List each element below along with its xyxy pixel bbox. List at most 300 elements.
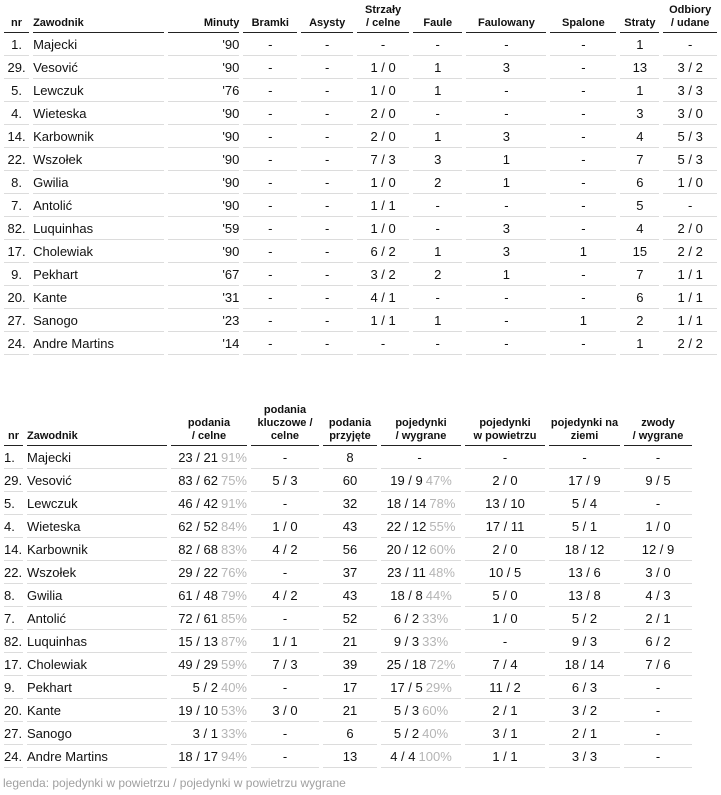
cell-spalone: - <box>550 102 616 125</box>
col-header-spalone <box>550 4 616 33</box>
table-row <box>4 286 717 309</box>
cell-bramki: - <box>243 217 297 240</box>
cell-minuty: '67 <box>168 263 239 286</box>
table-row <box>4 630 692 653</box>
cell-nr: 22. <box>4 561 23 584</box>
cell-kluczowe: - <box>251 492 319 515</box>
cell-powietrze: 5 / 0 <box>465 584 545 607</box>
col-header-nr-label: nr <box>8 430 19 442</box>
cell-player-name: Kante <box>27 699 167 722</box>
cell-spalone: - <box>550 286 616 309</box>
podania-value: 49 / 29 <box>178 656 218 672</box>
table-header-row <box>4 4 717 33</box>
col-header-faule-label: Faule <box>423 17 453 29</box>
cell-ziemia: 3 / 2 <box>549 699 620 722</box>
col-header-faulowany-label: Faulowany <box>477 17 535 29</box>
cell-zwody: 3 / 0 <box>624 561 692 584</box>
col-header-przyjete-line2: przyjęte <box>329 430 371 442</box>
table-row <box>4 699 692 722</box>
cell-spalone: 1 <box>550 240 616 263</box>
pojedynki-percent: 72% <box>429 656 456 672</box>
cell-faulowany: - <box>466 309 546 332</box>
cell-minuty: '90 <box>168 125 239 148</box>
cell-nr: 29. <box>4 56 29 79</box>
table-row <box>4 492 692 515</box>
podania-value: 3 / 1 <box>192 725 218 741</box>
cell-asysty: - <box>301 332 353 355</box>
cell-bramki: - <box>243 240 297 263</box>
cell-nr: 1. <box>4 33 29 56</box>
cell-player-name: Wszołek <box>33 148 164 171</box>
cell-straty: 7 <box>620 263 659 286</box>
col-header-strzaly-line2: / celne <box>365 17 401 29</box>
cell-pojedynki <box>381 584 461 607</box>
cell-faule: - <box>413 33 462 56</box>
cell-spalone: - <box>550 56 616 79</box>
cell-nr: 8. <box>4 584 23 607</box>
cell-pojedynki <box>381 538 461 561</box>
cell-faulowany: 1 <box>466 171 546 194</box>
cell-podania <box>171 699 247 722</box>
pojedynki-value: 23 / 11 <box>387 564 426 580</box>
table-row <box>4 584 692 607</box>
podania-percent: 59% <box>220 656 247 672</box>
cell-strzaly: 1 / 0 <box>357 56 409 79</box>
cell-nr: 4. <box>4 102 29 125</box>
cell-nr: 82. <box>4 217 29 240</box>
cell-straty: 13 <box>620 56 659 79</box>
cell-asysty: - <box>301 33 353 56</box>
col-header-bramki <box>243 4 297 33</box>
cell-straty: 7 <box>620 148 659 171</box>
cell-asysty: - <box>301 286 353 309</box>
cell-nr: 7. <box>4 607 23 630</box>
cell-player-name: Andre Martins <box>33 332 164 355</box>
cell-zwody: - <box>624 722 692 745</box>
cell-pojedynki <box>381 515 461 538</box>
table-row <box>4 722 692 745</box>
cell-kluczowe: - <box>251 607 319 630</box>
table-row <box>4 515 692 538</box>
cell-nr: 20. <box>4 699 23 722</box>
cell-nr: 22. <box>4 148 29 171</box>
cell-ziemia: 6 / 3 <box>549 676 620 699</box>
col-header-bramki-label: Bramki <box>251 17 289 29</box>
cell-przyjete: 43 <box>323 584 377 607</box>
col-header-zawodnik-label: Zawodnik <box>27 430 78 442</box>
cell-kluczowe: 4 / 2 <box>251 584 319 607</box>
cell-faulowany: 3 <box>466 56 546 79</box>
cell-nr: 9. <box>4 263 29 286</box>
table-row <box>4 309 717 332</box>
cell-spalone: - <box>550 332 616 355</box>
cell-player-name: Majecki <box>33 33 164 56</box>
pojedynki-value: 4 / 4 <box>390 748 416 764</box>
podania-value: 72 / 61 <box>178 610 218 626</box>
cell-pojedynki <box>381 492 461 515</box>
cell-odbiory: 2 / 0 <box>663 217 717 240</box>
podania-percent: 91% <box>220 449 247 465</box>
table-row <box>4 607 692 630</box>
cell-odbiory: 3 / 2 <box>663 56 717 79</box>
cell-przyjete: 60 <box>323 469 377 492</box>
col-header-minuty <box>168 4 239 33</box>
podania-percent: 91% <box>220 495 247 511</box>
cell-pojedynki <box>381 722 461 745</box>
cell-przyjete: 32 <box>323 492 377 515</box>
cell-nr: 8. <box>4 171 29 194</box>
table1-body <box>4 33 717 355</box>
cell-bramki: - <box>243 148 297 171</box>
cell-player-name: Kante <box>33 286 164 309</box>
cell-minuty: '23 <box>168 309 239 332</box>
cell-podania <box>171 492 247 515</box>
podania-value: 82 / 68 <box>178 541 218 557</box>
col-header-strzaly <box>357 4 409 33</box>
cell-zwody: - <box>624 745 692 768</box>
cell-podania <box>171 676 247 699</box>
cell-player-name: Cholewiak <box>33 240 164 263</box>
col-header-faule <box>413 4 462 33</box>
col-header-zwody-line2: / wygrane <box>632 430 684 442</box>
cell-powietrze: - <box>465 446 545 469</box>
col-header-przyjete-line1: podania <box>328 417 372 429</box>
col-header-faulowany <box>466 4 546 33</box>
podania-percent: 53% <box>220 702 247 718</box>
pojedynki-value: - <box>417 449 422 465</box>
cell-ziemia: 17 / 9 <box>549 469 620 492</box>
cell-kluczowe: - <box>251 745 319 768</box>
table-row <box>4 469 692 492</box>
cell-podania <box>171 653 247 676</box>
cell-kluczowe: 3 / 0 <box>251 699 319 722</box>
cell-faulowany: - <box>466 79 546 102</box>
cell-faulowany: - <box>466 332 546 355</box>
pojedynki-percent: 33% <box>422 633 449 649</box>
cell-zwody: 2 / 1 <box>624 607 692 630</box>
cell-faulowany: - <box>466 102 546 125</box>
cell-podania <box>171 515 247 538</box>
cell-pojedynki <box>381 561 461 584</box>
cell-straty: 2 <box>620 309 659 332</box>
cell-ziemia: 2 / 1 <box>549 722 620 745</box>
cell-faulowany: 3 <box>466 125 546 148</box>
cell-minuty: '90 <box>168 33 239 56</box>
cell-pojedynki <box>381 469 461 492</box>
cell-przyjete: 21 <box>323 699 377 722</box>
table-row <box>4 332 717 355</box>
cell-zwody: - <box>624 492 692 515</box>
col-header-podania-line1: podania <box>187 417 231 429</box>
cell-strzaly: 2 / 0 <box>357 125 409 148</box>
cell-odbiory: - <box>663 33 717 56</box>
cell-ziemia: 18 / 12 <box>549 538 620 561</box>
cell-asysty: - <box>301 125 353 148</box>
cell-strzaly: 2 / 0 <box>357 102 409 125</box>
cell-podania <box>171 745 247 768</box>
pojedynki-value: 20 / 12 <box>386 541 427 557</box>
cell-faule: 1 <box>413 125 462 148</box>
cell-faule: 1 <box>413 56 462 79</box>
cell-powietrze: 13 / 10 <box>465 492 545 515</box>
table-row <box>4 102 717 125</box>
cell-faule: - <box>413 102 462 125</box>
cell-asysty: - <box>301 309 353 332</box>
cell-player-name: Wieteska <box>27 515 167 538</box>
col-header-zwody <box>624 404 692 446</box>
cell-nr: 7. <box>4 194 29 217</box>
cell-minuty: '31 <box>168 286 239 309</box>
pojedynki-value: 22 / 12 <box>386 518 427 534</box>
cell-straty: 4 <box>620 217 659 240</box>
cell-nr: 17. <box>4 653 23 676</box>
cell-nr: 24. <box>4 745 23 768</box>
table-row <box>4 79 717 102</box>
cell-strzaly: 4 / 1 <box>357 286 409 309</box>
table-row <box>4 653 692 676</box>
podania-percent: 83% <box>220 541 247 557</box>
col-header-spalone-label: Spalone <box>561 17 605 29</box>
cell-strzaly: - <box>357 33 409 56</box>
cell-zwody: 6 / 2 <box>624 630 692 653</box>
cell-ziemia: - <box>549 446 620 469</box>
cell-minuty: '90 <box>168 171 239 194</box>
cell-nr: 20. <box>4 286 29 309</box>
cell-minuty: '14 <box>168 332 239 355</box>
cell-straty: 4 <box>620 125 659 148</box>
cell-kluczowe: 7 / 3 <box>251 653 319 676</box>
cell-bramki: - <box>243 286 297 309</box>
cell-odbiory: 3 / 3 <box>663 79 717 102</box>
cell-straty: 15 <box>620 240 659 263</box>
cell-powietrze: 7 / 4 <box>465 653 545 676</box>
cell-spalone: - <box>550 148 616 171</box>
cell-zwody: - <box>624 699 692 722</box>
col-header-kluczowe-line2: kluczowe / <box>257 417 313 429</box>
cell-straty: 1 <box>620 79 659 102</box>
cell-player-name: Antolić <box>33 194 164 217</box>
pojedynki-value: 18 / 14 <box>386 495 427 511</box>
cell-player-name: Sanogo <box>27 722 167 745</box>
cell-asysty: - <box>301 56 353 79</box>
cell-player-name: Lewczuk <box>27 492 167 515</box>
cell-odbiory: 5 / 3 <box>663 148 717 171</box>
col-header-nr <box>4 4 29 33</box>
cell-odbiory: 1 / 1 <box>663 263 717 286</box>
cell-faulowany: 1 <box>466 263 546 286</box>
cell-asysty: - <box>301 263 353 286</box>
cell-podania <box>171 469 247 492</box>
cell-asysty: - <box>301 240 353 263</box>
cell-player-name: Pekhart <box>27 676 167 699</box>
podania-percent: 79% <box>220 587 247 603</box>
pojedynki-value: 5 / 2 <box>393 725 420 741</box>
col-header-nr <box>4 404 23 446</box>
cell-faulowany: - <box>466 194 546 217</box>
cell-strzaly: 7 / 3 <box>357 148 409 171</box>
pojedynki-value: 25 / 18 <box>386 656 427 672</box>
cell-bramki: - <box>243 332 297 355</box>
cell-asysty: - <box>301 194 353 217</box>
cell-strzaly: - <box>357 332 409 355</box>
cell-odbiory: 2 / 2 <box>663 332 717 355</box>
col-header-powietrze <box>465 404 545 446</box>
cell-przyjete: 8 <box>323 446 377 469</box>
legend-note: legenda: pojedynki w powietrzu / pojedynki w powietrzu wygrane <box>3 776 346 790</box>
cell-bramki: - <box>243 79 297 102</box>
cell-asysty: - <box>301 217 353 240</box>
cell-pojedynki <box>381 630 461 653</box>
cell-asysty: - <box>301 79 353 102</box>
cell-podania <box>171 630 247 653</box>
pojedynki-percent: 40% <box>422 725 449 741</box>
cell-zwody: 4 / 3 <box>624 584 692 607</box>
col-header-zawodnik <box>27 404 167 446</box>
cell-powietrze: 1 / 1 <box>465 745 545 768</box>
cell-nr: 14. <box>4 125 29 148</box>
col-header-pojedynki <box>381 404 461 446</box>
cell-player-name: Karbownik <box>33 125 164 148</box>
pojedynki-percent: 33% <box>422 610 449 626</box>
cell-przyjete: 21 <box>323 630 377 653</box>
table-row <box>4 240 717 263</box>
cell-faule: - <box>413 332 462 355</box>
pojedynki-percent: 44% <box>425 587 452 603</box>
cell-podania <box>171 446 247 469</box>
cell-strzaly: 1 / 1 <box>357 194 409 217</box>
cell-player-name: Sanogo <box>33 309 164 332</box>
cell-spalone: - <box>550 217 616 240</box>
table-row <box>4 194 717 217</box>
podania-value: 46 / 42 <box>178 495 218 511</box>
cell-kluczowe: - <box>251 446 319 469</box>
podania-percent: 84% <box>220 518 247 534</box>
pojedynki-percent: 48% <box>428 564 455 580</box>
pojedynki-value: 5 / 3 <box>393 702 420 718</box>
cell-strzaly: 1 / 0 <box>357 79 409 102</box>
cell-bramki: - <box>243 171 297 194</box>
col-header-asysty-label: Asysty <box>309 17 346 29</box>
cell-faulowany: - <box>466 33 546 56</box>
cell-kluczowe: 1 / 0 <box>251 515 319 538</box>
cell-powietrze: 2 / 1 <box>465 699 545 722</box>
cell-nr: 17. <box>4 240 29 263</box>
cell-faulowany: - <box>466 286 546 309</box>
table-row <box>4 217 717 240</box>
pojedynki-percent: 100% <box>418 748 452 764</box>
cell-powietrze: - <box>465 630 545 653</box>
table-row <box>4 125 717 148</box>
cell-ziemia: 13 / 6 <box>549 561 620 584</box>
cell-odbiory: 2 / 2 <box>663 240 717 263</box>
col-header-ziemia-line2: ziemi <box>570 430 599 442</box>
table-row <box>4 538 692 561</box>
cell-ziemia: 5 / 4 <box>549 492 620 515</box>
col-header-podania <box>171 404 247 446</box>
cell-kluczowe: 4 / 2 <box>251 538 319 561</box>
cell-bramki: - <box>243 309 297 332</box>
col-header-straty-label: Straty <box>624 17 656 29</box>
cell-faule: - <box>413 286 462 309</box>
cell-zwody: - <box>624 676 692 699</box>
cell-player-name: Karbownik <box>27 538 167 561</box>
podania-percent: 33% <box>220 725 247 741</box>
table-header-row <box>4 404 692 446</box>
cell-faulowany: 3 <box>466 217 546 240</box>
cell-minuty: '90 <box>168 56 239 79</box>
cell-powietrze: 1 / 0 <box>465 607 545 630</box>
col-header-odbiory-line2: / udane <box>670 17 710 29</box>
cell-player-name: Pekhart <box>33 263 164 286</box>
col-header-zwody-line1: zwody <box>641 417 675 429</box>
table-row <box>4 33 717 56</box>
cell-odbiory: 3 / 0 <box>663 102 717 125</box>
podania-percent: 76% <box>220 564 247 580</box>
cell-straty: 5 <box>620 194 659 217</box>
cell-pojedynki <box>381 607 461 630</box>
cell-odbiory: 1 / 0 <box>663 171 717 194</box>
cell-podania <box>171 538 247 561</box>
cell-nr: 5. <box>4 492 23 515</box>
pojedynki-percent: 55% <box>429 518 456 534</box>
cell-bramki: - <box>243 56 297 79</box>
cell-ziemia: 3 / 3 <box>549 745 620 768</box>
cell-kluczowe: - <box>251 561 319 584</box>
cell-zwody: 9 / 5 <box>624 469 692 492</box>
cell-nr: 14. <box>4 538 23 561</box>
table-row <box>4 263 717 286</box>
cell-powietrze: 2 / 0 <box>465 469 545 492</box>
col-header-kluczowe-line1: podania <box>263 404 307 416</box>
podania-percent: 87% <box>220 633 247 649</box>
cell-kluczowe: 5 / 3 <box>251 469 319 492</box>
podania-value: 61 / 48 <box>178 587 218 603</box>
podania-percent: 75% <box>220 472 247 488</box>
cell-minuty: '59 <box>168 217 239 240</box>
col-header-pojedynki-line2: / wygrane <box>395 430 447 442</box>
cell-bramki: - <box>243 33 297 56</box>
podania-value: 19 / 10 <box>178 702 218 718</box>
cell-faule: - <box>413 217 462 240</box>
cell-powietrze: 2 / 0 <box>465 538 545 561</box>
col-header-straty <box>620 4 659 33</box>
cell-bramki: - <box>243 194 297 217</box>
cell-spalone: - <box>550 79 616 102</box>
cell-nr: 9. <box>4 676 23 699</box>
cell-faule: 1 <box>413 240 462 263</box>
cell-zwody: 1 / 0 <box>624 515 692 538</box>
cell-podania <box>171 584 247 607</box>
cell-minuty: '90 <box>168 148 239 171</box>
cell-nr: 82. <box>4 630 23 653</box>
cell-pojedynki <box>381 676 461 699</box>
cell-player-name: Luquinhas <box>27 630 167 653</box>
col-header-ziemia-line1: pojedynki na <box>550 417 619 429</box>
cell-minuty: '90 <box>168 240 239 263</box>
cell-przyjete: 17 <box>323 676 377 699</box>
cell-powietrze: 10 / 5 <box>465 561 545 584</box>
pojedynki-percent: 60% <box>422 702 449 718</box>
podania-value: 15 / 13 <box>178 633 218 649</box>
cell-spalone: - <box>550 263 616 286</box>
cell-ziemia: 9 / 3 <box>549 630 620 653</box>
cell-nr: 24. <box>4 332 29 355</box>
podania-value: 62 / 52 <box>178 518 218 534</box>
cell-powietrze: 3 / 1 <box>465 722 545 745</box>
cell-strzaly: 6 / 2 <box>357 240 409 263</box>
cell-faulowany: 1 <box>466 148 546 171</box>
col-header-kluczowe-line3: celne <box>270 430 300 442</box>
